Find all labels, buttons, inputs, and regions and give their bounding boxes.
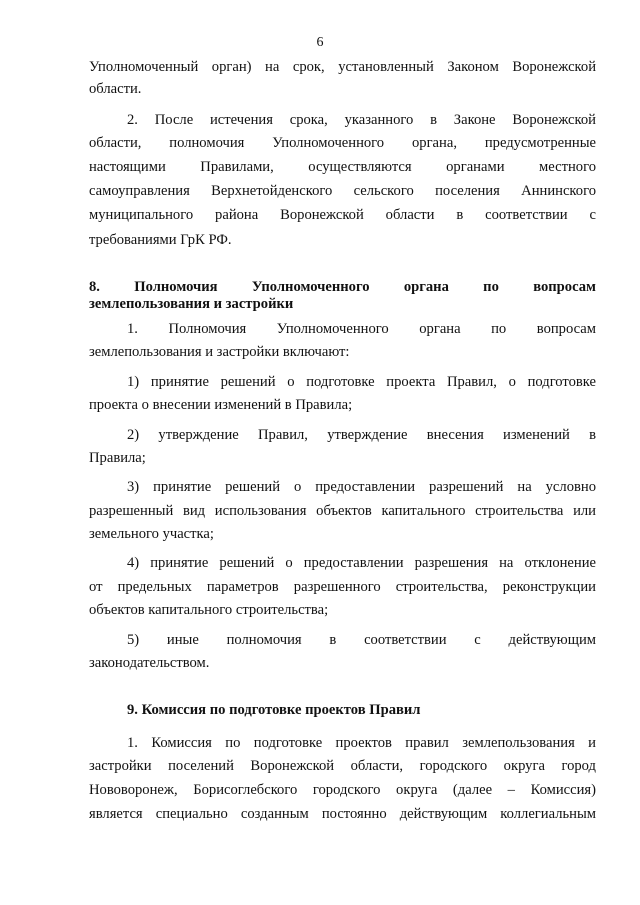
list-item-line: объектов капитального строительства;	[89, 602, 329, 618]
section-heading-8-cont: землепользования и застройки	[89, 296, 294, 312]
list-item-line: законодательством.	[89, 655, 210, 671]
list-item-line: 1) принятие решений о подготовке проекта Правил, о подготовке	[127, 374, 596, 390]
paragraph-line: настоящими Правилами, осуществляются органами местного	[89, 159, 596, 175]
list-item-line: от предельных параметров разрешенного строительства, реконструкции	[89, 579, 596, 595]
paragraph-line: застройки поселений Воронежской области, городского округа город	[89, 758, 596, 774]
paragraph-line: области, полномочия Уполномоченного органа, предусмотренные	[89, 135, 596, 151]
paragraph-line: Уполномоченный орган) на срок, установленный Законом Воронежской	[89, 59, 596, 75]
paragraph-line: 1. Полномочия Уполномоченного органа по вопросам	[127, 321, 596, 337]
list-item-line: проекта о внесении изменений в Правила;	[89, 397, 353, 413]
list-item-line: 4) принятие решений о предоставлении разрешения на отклонение	[127, 555, 596, 571]
list-item-line: земельного участка;	[89, 526, 214, 542]
section-heading-9: 9. Комиссия по подготовке проектов Правил	[127, 702, 421, 718]
paragraph-line: Нововоронеж, Борисоглебского городского округа (далее – Комиссия)	[89, 782, 596, 798]
paragraph-line: землепользования и застройки включают:	[89, 344, 350, 360]
list-item-line: 5) иные полномочия в соответствии с действующим	[127, 632, 596, 648]
paragraph-line: является специально созданным постоянно действующим коллегиальным	[89, 806, 596, 822]
paragraph-line: 1. Комиссия по подготовке проектов правил землепользования и	[127, 735, 596, 751]
list-item-line: 3) принятие решений о предоставлении разрешений на условно	[127, 479, 596, 495]
section-heading-8: 8. Полномочия Уполномоченного органа по вопросам	[89, 279, 596, 295]
paragraph-line: 2. После истечения срока, указанного в Законе Воронежской	[127, 112, 596, 128]
list-item-line: 2) утверждение Правил, утверждение внесения изменений в	[127, 427, 596, 443]
paragraph-line: области.	[89, 81, 142, 97]
paragraph-line: требованиями ГрК РФ.	[89, 232, 232, 248]
list-item-line: разрешенный вид использования объектов капитального строительства или	[89, 503, 596, 519]
page-number: 6	[316, 35, 324, 50]
list-item-line: Правила;	[89, 450, 146, 466]
paragraph-line: муниципального района Воронежской области в соответствии с	[89, 207, 596, 223]
paragraph-line: самоуправления Верхнетойденского сельского поселения Аннинского	[89, 183, 596, 199]
